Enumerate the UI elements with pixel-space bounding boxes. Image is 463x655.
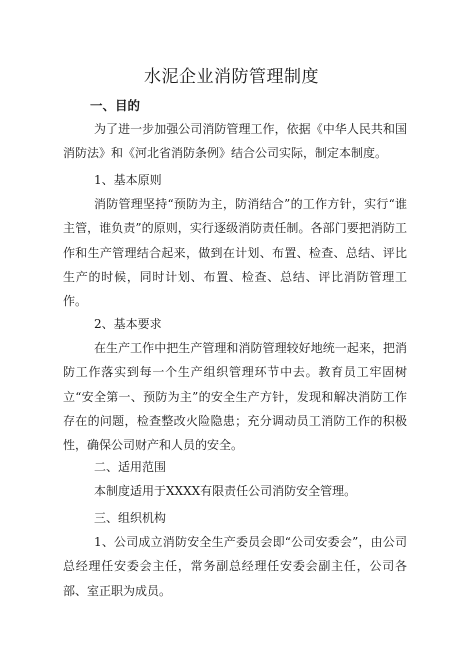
paragraph-scope: 本制度适用于XXXX有限责任公司消防安全管理。: [94, 484, 357, 498]
paragraph-purpose: 为了进一步加强公司消防管理工作，依据《中华人民共和国消防法》和《河北省消防条例》结合公司实际，制定本制度。: [63, 122, 407, 161]
section-heading-scope: 二、适用范围: [94, 460, 167, 474]
section-heading-purpose: 一、目的: [90, 98, 141, 113]
paragraph-basic-requirements: 在生产工作中把生产管理和消防管理较好地统一起来，把消防工作落实到每一个生产组织管理环节中去。教育员工牢固树立“安全第一、预防为主”的安全生产方针，发现和解决消防工作存在的问题，检查整改火险隐患；充分调动员工消防工作的积极性，确保公司财产和人员的安全。: [63, 341, 407, 453]
subheading-basic-principles: 1、基本原则: [94, 173, 162, 187]
paragraph-organization: 1、公司成立消防安全生产委员会即“公司安委会”，由公司总经理任安委会主任，常务副总经理任安委会副主任，公司各部、室正职为成员。: [63, 535, 407, 598]
document-title: 水泥企业消防管理制度: [144, 67, 319, 87]
section-heading-organization: 三、组织机构: [94, 511, 167, 525]
paragraph-basic-principles: 消防管理坚持“预防为主，防消结合”的工作方针，实行“谁主管，谁负责”的原则，实行逐级消防责任制。各部门要把消防工作和生产管理结合起来，做到在计划、布置、检查、总结、评比生产的时候，同时计划、布置、检查、总结、评比消防管理工作。: [63, 197, 407, 309]
subheading-basic-requirements: 2、基本要求: [94, 317, 162, 331]
